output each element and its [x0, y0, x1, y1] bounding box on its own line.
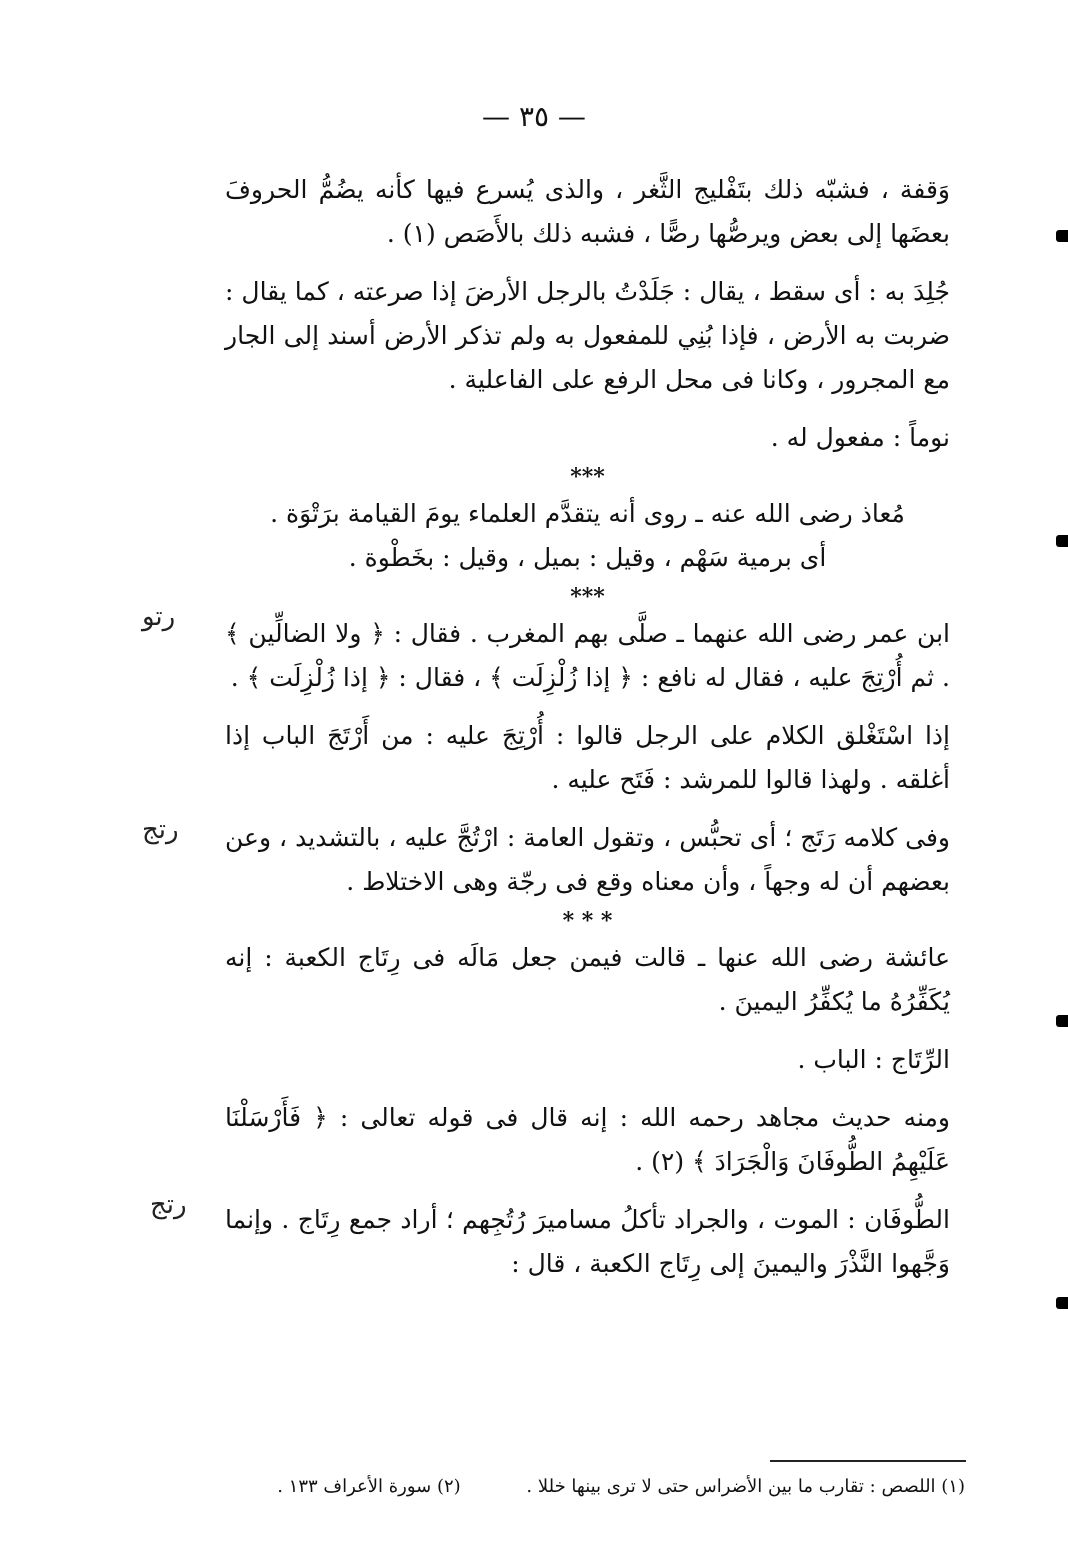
- margin-root-word: رتج: [142, 815, 179, 845]
- paragraph-11: ومنه حديث مجاهد رحمه الله : إنه قال فى قوله تعالى : ﴿ فَأَرْسَلْنَا عَلَيْهِمُ الطُّوفَانَ وَالْجَرَادَ ﴾ (٢) .: [225, 1103, 950, 1176]
- footnote-2: (٢) سورة الأعراف ١٣٣ .: [277, 1476, 461, 1497]
- section-separator: * * *: [562, 908, 613, 934]
- footnote-divider: [770, 1460, 966, 1462]
- paragraph-1: وَقفة ، فشبّه ذلك بتَفْليج الثَّغر ، والذى يُسرع فيها كأنه يضُمُّ الحروفَ بعضَها إلى بعض ويرصُّها رصًّا ، فشبه ذلك بالأَصَص (١) .: [225, 175, 950, 248]
- paragraph-4: مُعاذ رضى الله عنه ـ روى أنه يتقدَّم العلماء يومَ القيامة برَتْوَة .: [270, 499, 905, 528]
- binding-mark: [1056, 1297, 1068, 1309]
- section-separator: ***: [570, 464, 605, 490]
- margin-root-word: رتو: [142, 602, 176, 632]
- paragraph-12: الطُّوفَان : الموت ، والجراد تأكلُ مساميرَ رُتُجِهم ؛ أراد جمع رِتَاج . وإنما وَجَّهوا النَّذْرَ واليمينَ إلى رِتَاج الكعبة ، قال :: [225, 1205, 950, 1278]
- margin-root-word: رتج: [150, 1190, 187, 1220]
- binding-mark: [1056, 1015, 1068, 1027]
- page-number: — ٣٥ —: [482, 100, 586, 133]
- paragraph-9: عائشة رضى الله عنها ـ قالت فيمن جعل مَالَه فى رِتَاج الكعبة : إنه يُكَفِّرُهُ ما يُكفِّرُ اليمينَ .: [225, 943, 950, 1016]
- paragraph-2: جُلِدَ به : أى سقط ، يقال : جَلَدْتُ بالرجل الأرضَ إذا صرعته ، كما يقال : ضربت به الأرض ، فإذا بُنِي للمفعول به ولم تذكر الأرض أسند إلى الجار مع المجرور ، وكانا فى محل الرفع على الفاعلية .: [225, 277, 950, 394]
- paragraph-8: وفى كلامه رَتَج ؛ أى تحبُّس ، وتقول العامة : ارْتُجَّ عليه ، بالتشديد ، وعن بعضهم أن له وجهاً ، وأن معناه وقع فى رجّة وهى الاختلاط .: [225, 823, 950, 896]
- main-text: [225, 168, 950, 1286]
- section-separator: ***: [570, 584, 605, 610]
- paragraph-10: الرِّتَاج : الباب .: [797, 1045, 950, 1074]
- binding-mark: [1056, 535, 1068, 547]
- paragraph-3: نوماً : مفعول له .: [770, 423, 950, 452]
- paragraph-7: إذا اسْتَغْلق الكلام على الرجل قالوا : أُرْتِجَ عليه : من أَرْتَجَ الباب إذا أغلقه . ولهذا قالوا للمرشد : فَتَح عليه .: [225, 721, 950, 794]
- footnotes: [245, 1476, 965, 1497]
- paragraph-6: ابن عمر رضى الله عنهما ـ صلَّى بهم المغرب . فقال : ﴿ ولا الضالِّين ﴾ . ثم أُرْتِجَ عليه ، فقال له نافع : ﴿ إذا زُلْزِلَت ﴾ ، فقال : ﴿ إذا زُلْزِلَت ﴾ .: [225, 619, 950, 692]
- binding-mark: [1056, 230, 1068, 242]
- paragraph-5: أى برمية سَهْم ، وقيل : بميل ، وقيل : بخَطْوة .: [348, 543, 827, 572]
- footnote-1: (١) اللصص : تقارب ما بين الأضراس حتى لا ترى بينها خللا .: [526, 1476, 965, 1497]
